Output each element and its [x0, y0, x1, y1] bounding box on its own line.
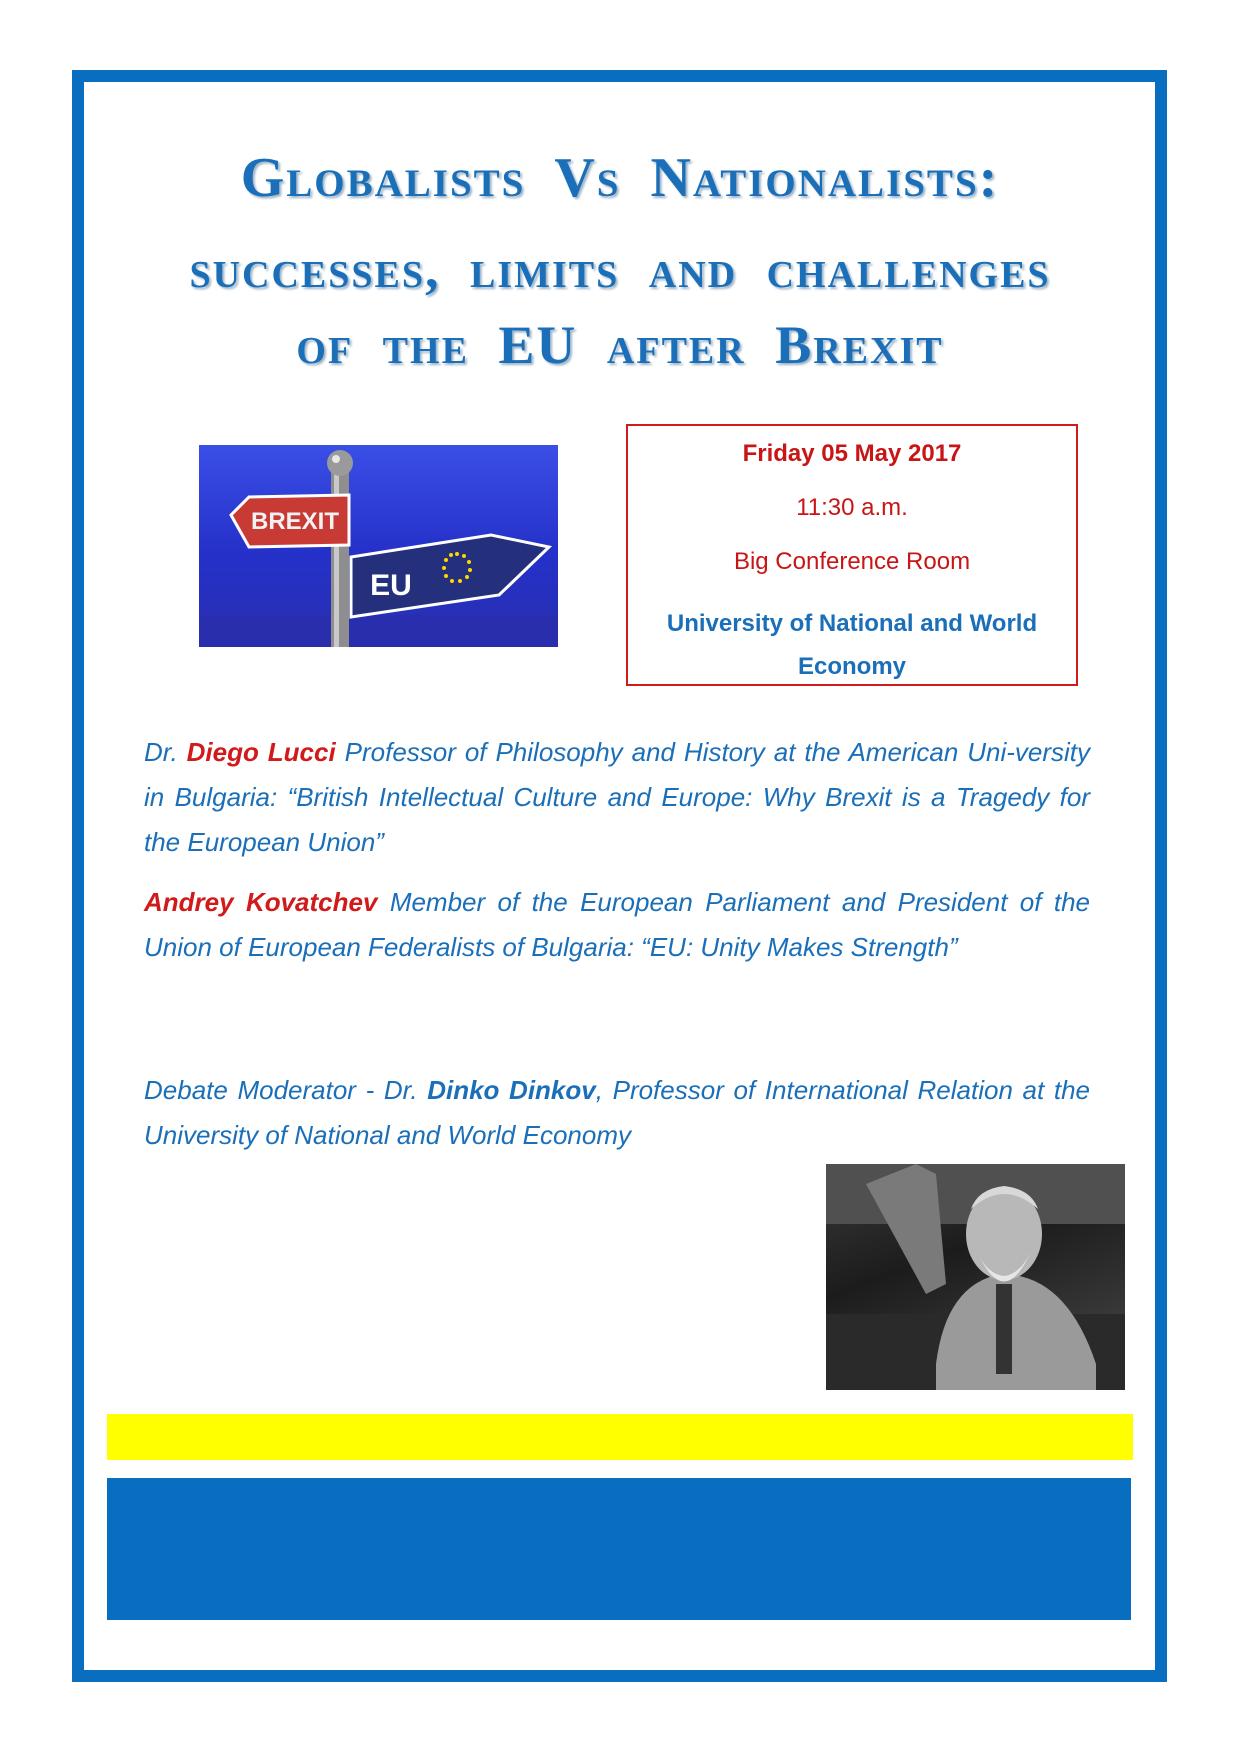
title-line-2: successes, limits and challenges: [189, 239, 1051, 299]
moderator-text: , Professor of International Relation at the University of National and World Economy: [144, 1075, 1090, 1150]
speaker-1-text: Professor of Philosophy and History at the American Uni-versity in Bulgaria: “British Intellectual Culture and Europe: Why Brexit is a Tragedy for the European Union”: [144, 737, 1091, 857]
title-line-3: of the EU after Brexit: [296, 315, 944, 375]
brexit-signpost-image: [199, 445, 558, 647]
moderator-name: Dinko Dinkov: [427, 1075, 596, 1105]
signpost-illustration: [199, 445, 558, 647]
speaker-1-prefix: Dr.: [144, 737, 187, 767]
speaker-1-description: [144, 730, 1090, 865]
moderator-prefix: Debate Moderator - Dr.: [144, 1075, 428, 1105]
event-time: 11:30 a.m.: [796, 494, 908, 521]
speaker-2-name: Andrey Kovatchev: [144, 887, 378, 917]
blue-footer-block: [107, 1478, 1131, 1620]
moderator-description: [144, 1068, 1090, 1158]
title-line-1: Globalists Vs Nationalists:: [240, 147, 1000, 209]
speaker-photo: [826, 1164, 1125, 1390]
yellow-stripe: [107, 1414, 1133, 1460]
event-date: Friday 05 May 2017: [742, 440, 962, 467]
sign-eu-label: EU: [370, 569, 412, 602]
event-venue: University of National and World Economy: [666, 610, 1038, 680]
event-room: Big Conference Room: [733, 548, 971, 575]
sign-brexit-label: BREXIT: [250, 508, 340, 535]
speaker-2-text: Member of the European Parliament and President of the Union of European Federalists of Bulgaria: “EU: Unity Makes Strength”: [144, 887, 1090, 962]
event-details-box: [626, 424, 1078, 686]
photo-illustration: [826, 1164, 1125, 1390]
speaker-2-description: [144, 880, 1090, 970]
speaker-1-name: Diego Lucci: [186, 737, 336, 767]
